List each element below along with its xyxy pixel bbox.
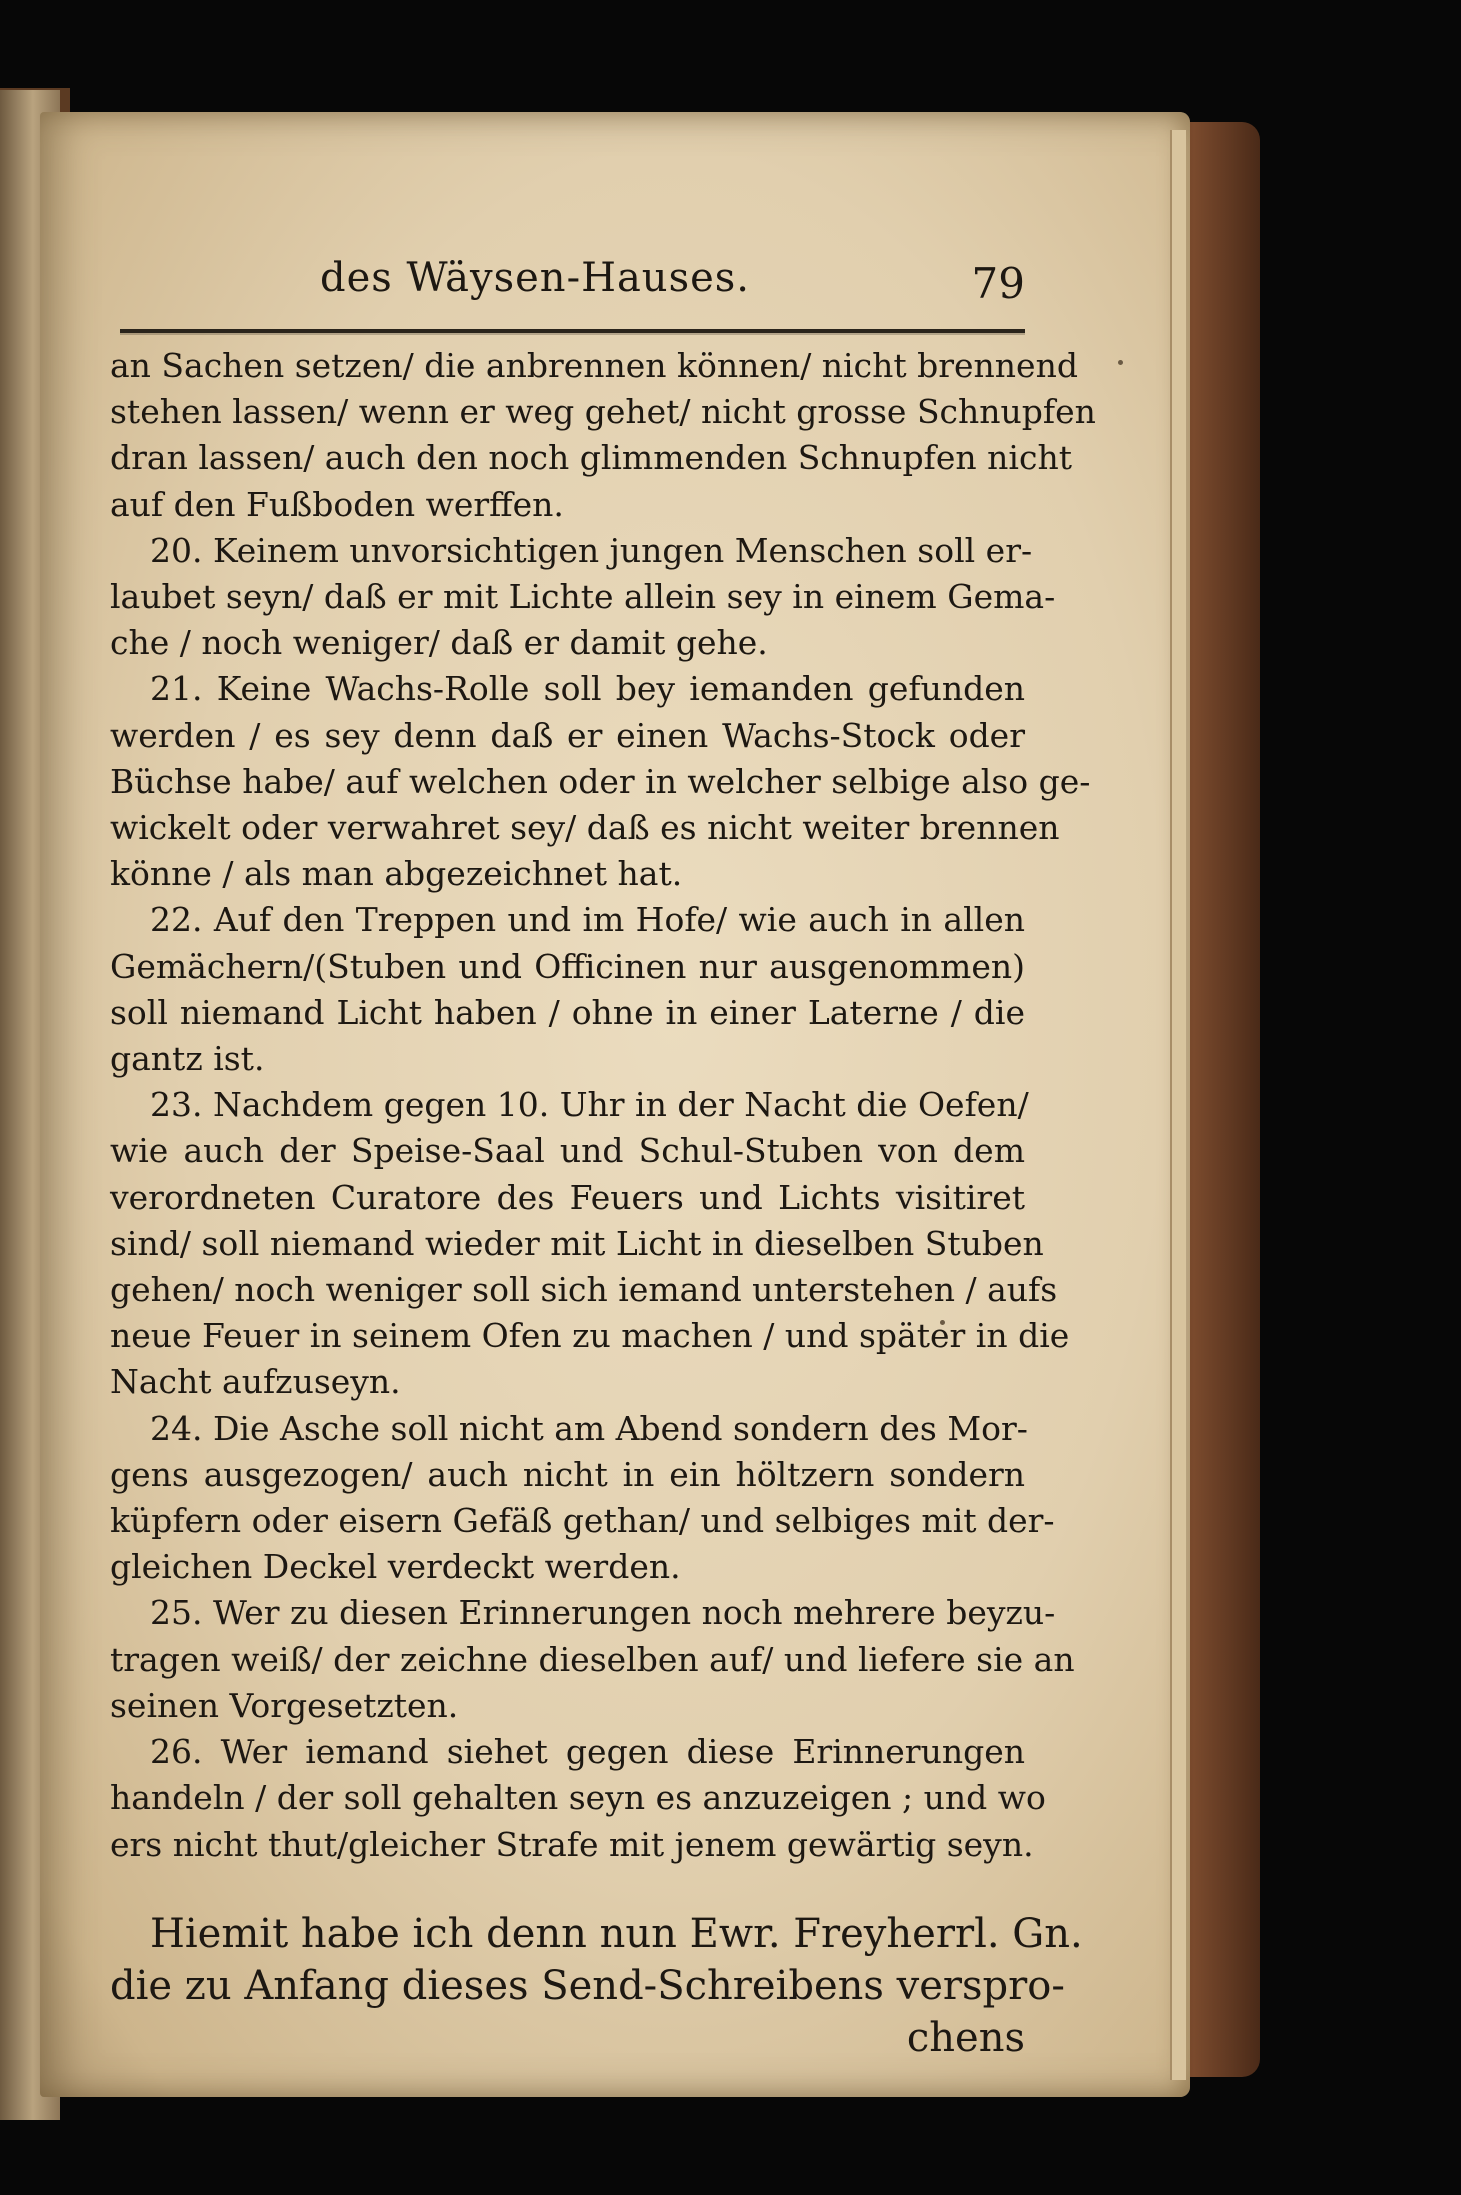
- text-line: che / noch weniger/ daß er damit gehe.: [110, 623, 768, 663]
- text-line: werden / es sey denn daß er einen Wachs-Stock oder: [110, 715, 1025, 755]
- text-line: stehen lassen/ wenn er weg gehet/ nicht grosse Schnupfen: [110, 392, 1096, 432]
- text-line: neue Feuer in seinem Ofen zu machen / und später in die: [110, 1316, 1070, 1356]
- text-line: Büchse habe/ auf welchen oder in welcher selbige also ge-: [110, 761, 1091, 801]
- text-line: 22. Auf den Treppen und im Hofe/ wie auch in allen: [150, 900, 1025, 940]
- text-line: gantz ist.: [110, 1039, 265, 1079]
- text-line: soll niemand Licht haben / ohne in einer Laterne / die: [110, 992, 1025, 1032]
- text-line: verordneten Curatore des Feuers und Lichts visitiret: [110, 1177, 1025, 1217]
- text-line: an Sachen setzen/ die anbrennen können/ nicht brennend: [110, 346, 1078, 385]
- text-line: wickelt oder verwahret sey/ daß es nicht weiter brennen: [110, 808, 1060, 848]
- body-text: [110, 343, 1096, 1868]
- text-line: 24. Die Asche soll nicht am Abend sondern des Mor-: [150, 1408, 1028, 1448]
- running-header: [110, 255, 1025, 325]
- page-text-block: [110, 255, 1096, 2064]
- text-line: könne / als man abgezeichnet hat.: [110, 854, 683, 894]
- text-line: 21. Keine Wachs-Rolle soll bey iemanden gefunden: [150, 669, 1025, 709]
- text-line: handeln / der soll gehalten seyn es anzuzeigen ; und wo: [110, 1778, 1046, 1818]
- text-line: seinen Vorgesetzten.: [110, 1685, 459, 1725]
- text-line: küpfern oder eisern Gefäß gethan/ und selbiges mit der-: [110, 1501, 1055, 1541]
- text-line: tragen weiß/ der zeichne dieselben auf/ und liefere sie an: [110, 1639, 1075, 1679]
- text-line: gleichen Deckel verdeckt werden.: [110, 1547, 681, 1587]
- text-line: Gemächern/(Stuben und Officinen nur ausgenommen): [110, 946, 1025, 986]
- text-line: gehen/ noch weniger soll sich iemand unterstehen / aufs: [110, 1270, 1058, 1310]
- text-line: gens ausgezogen/ auch nicht in ein höltzern sondern: [110, 1454, 1025, 1494]
- text-line: auf den Fußboden werffen.: [110, 484, 564, 524]
- closing-line: Hiemit habe ich denn nun Ewr. Freyherrl. Gn.: [150, 1910, 1083, 1957]
- running-title: des Wäysen-Hauses.: [320, 255, 751, 301]
- text-line: laubet seyn/ daß er mit Lichte allein sey in einem Gema-: [110, 577, 1056, 617]
- closing-line: die zu Anfang dieses Send-Schreibens verspro-: [110, 1962, 1065, 2009]
- text-line: ers nicht thut/gleicher Strafe mit jenem gewärtig seyn.: [110, 1824, 1034, 1864]
- text-line: Nacht aufzuseyn.: [110, 1362, 401, 1402]
- text-line: sind/ soll niemand wieder mit Licht in dieselben Stuben: [110, 1223, 1044, 1263]
- text-line: 20. Keinem unvorsichtigen jungen Menschen soll er-: [150, 530, 1033, 570]
- text-line: 25. Wer zu diesen Erinnerungen noch mehrere beyzu-: [150, 1593, 1056, 1633]
- page-fore-edge: [1170, 130, 1186, 2080]
- text-line: 23. Nachdem gegen 10. Uhr in der Nacht die Oefen/: [150, 1085, 1029, 1125]
- text-line: dran lassen/ auch den noch glimmenden Schnupfen nicht: [110, 438, 1072, 478]
- text-line: wie auch der Speise-Saal und Schul-Stuben von dem: [110, 1131, 1025, 1171]
- page-number: 79: [971, 259, 1025, 308]
- closing-paragraph: [110, 1908, 1083, 2064]
- header-rule: [120, 329, 1025, 333]
- catchword: chens: [906, 2014, 1025, 2061]
- text-line: 26. Wer iemand siehet gegen diese Erinnerungen: [150, 1732, 1025, 1772]
- paper-speck: [1118, 360, 1123, 365]
